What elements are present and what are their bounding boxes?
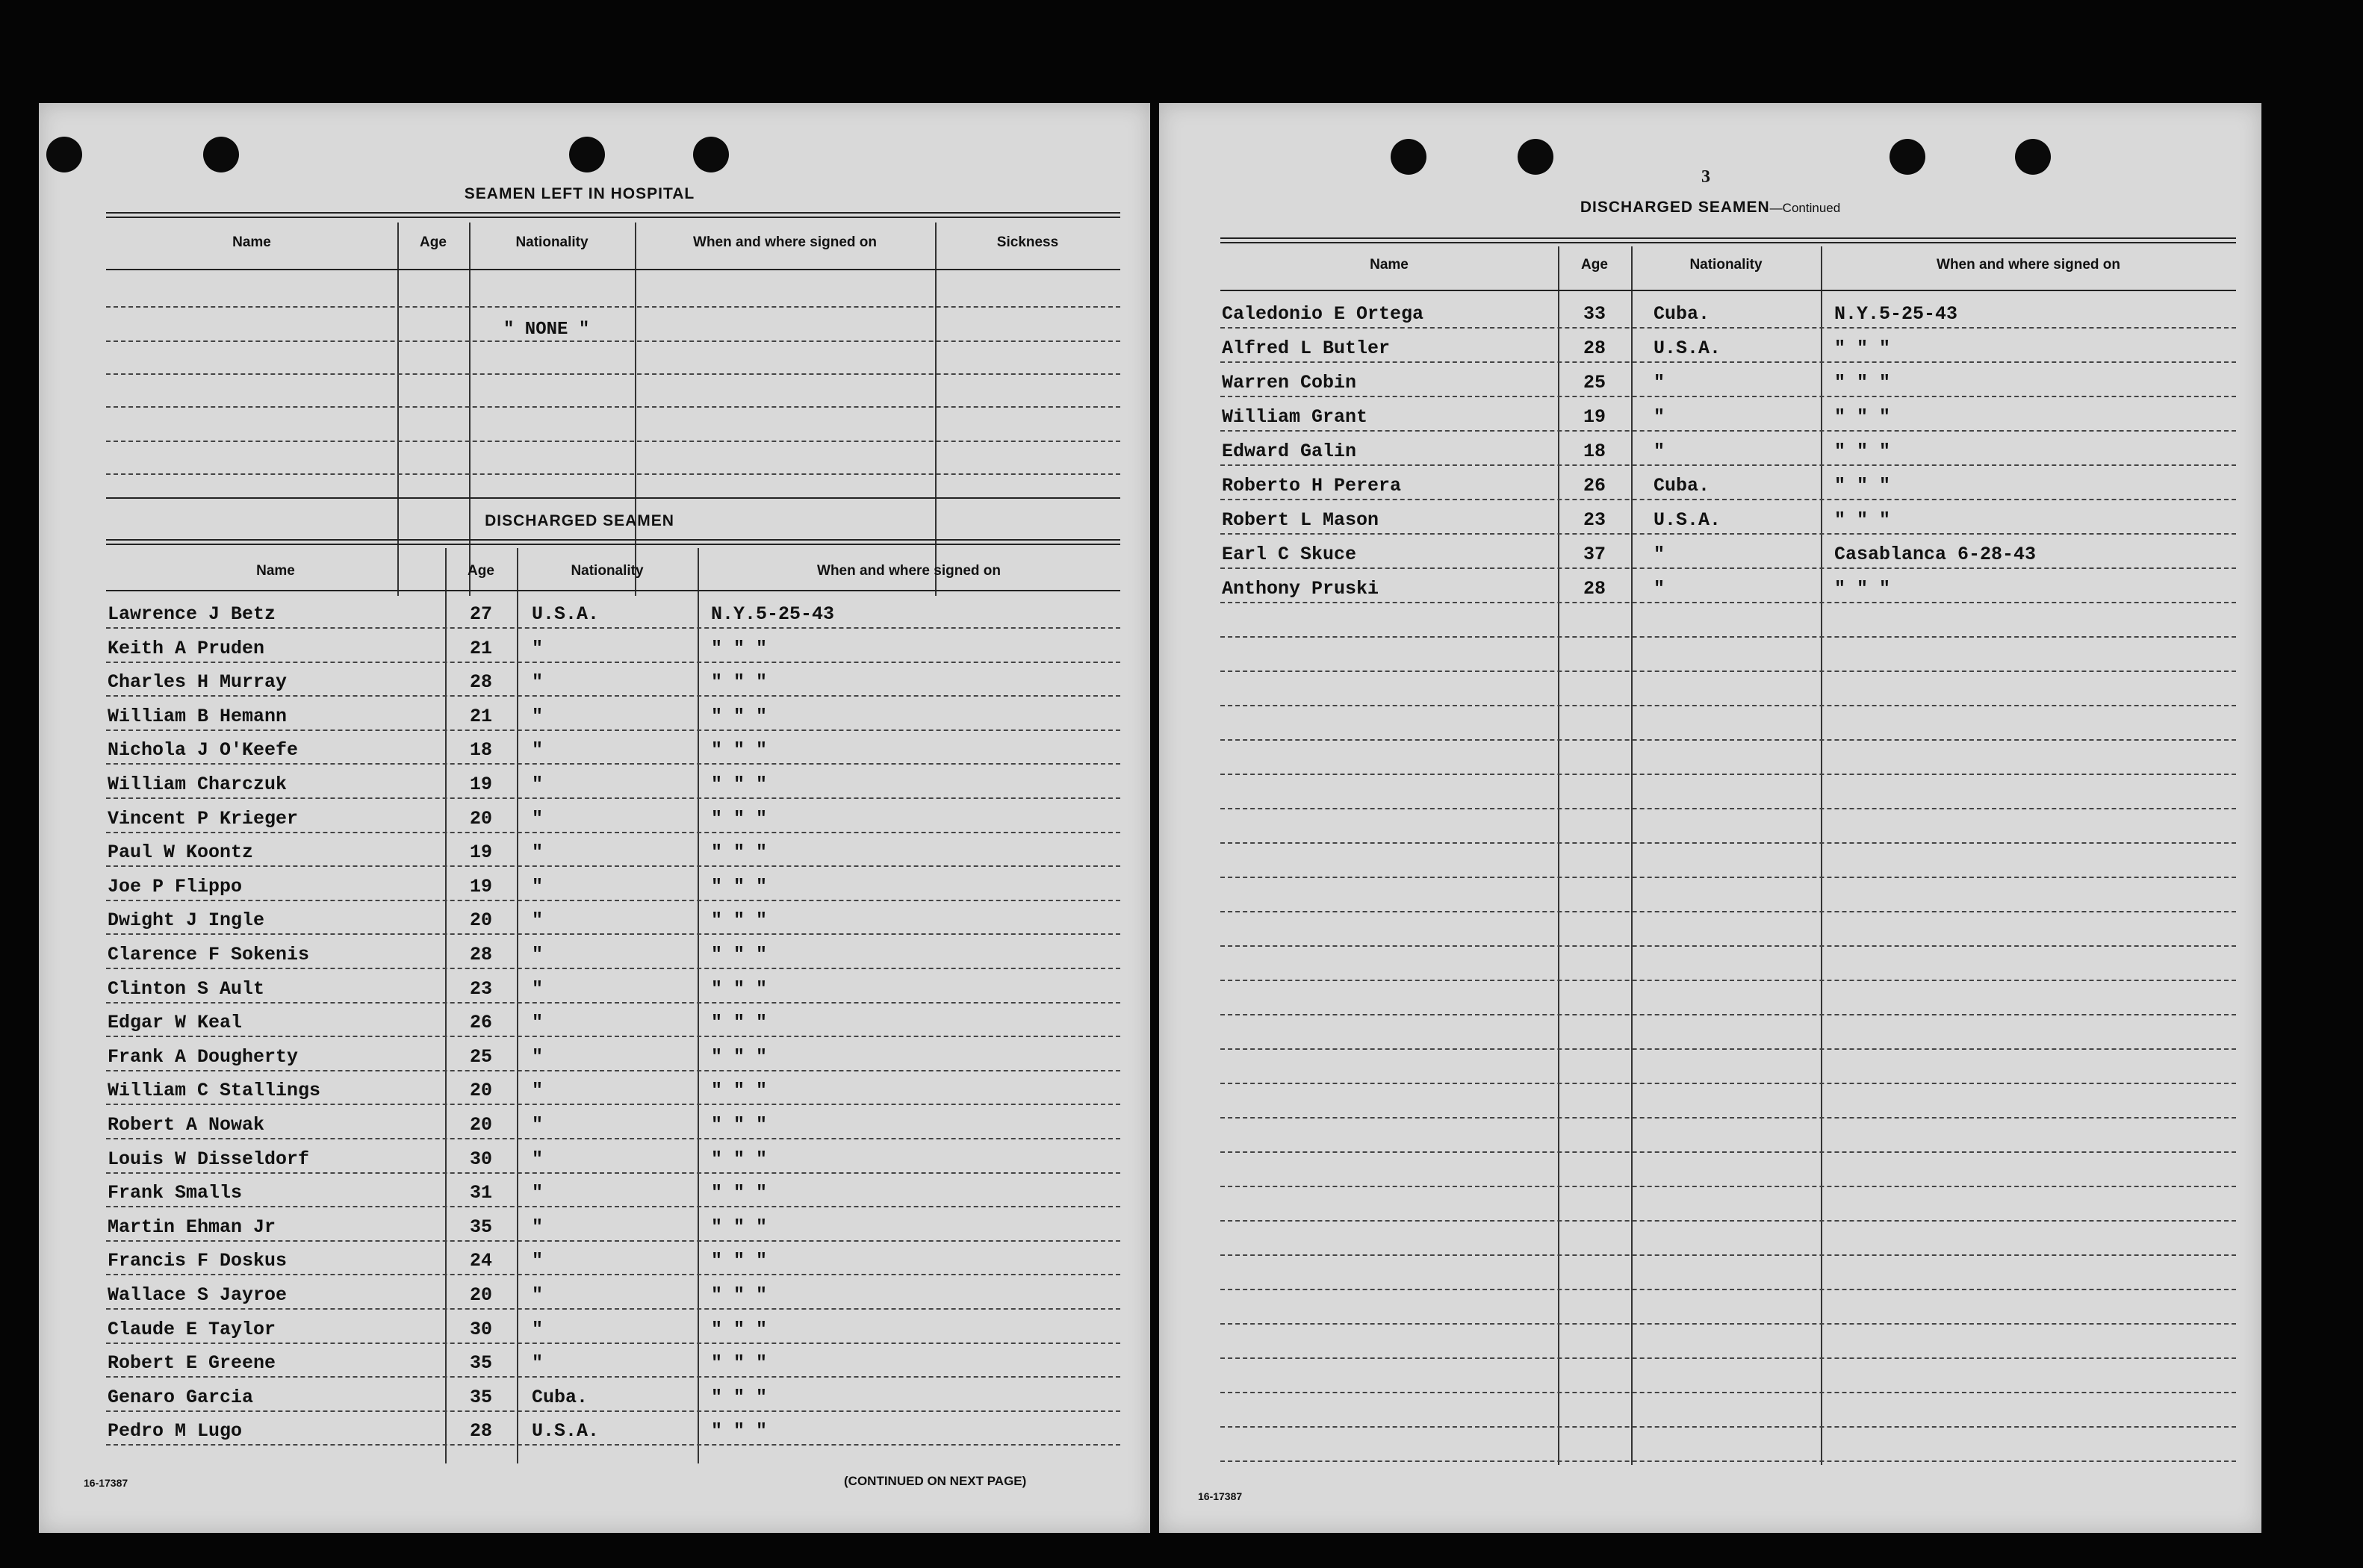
row-name: William Grant (1222, 406, 1368, 428)
row-line (1220, 602, 2236, 603)
row-signed-on: " " " (711, 1386, 768, 1408)
form-number: 16-17387 (84, 1477, 128, 1489)
form-number: 16-17387 (1198, 1490, 1243, 1502)
row-line (106, 968, 1120, 969)
hospital-section-title: SEAMEN LEFT IN HOSPITAL (464, 185, 695, 202)
row-age: 28 (469, 671, 492, 694)
row-nationality: " (532, 1284, 544, 1306)
row-line (1220, 842, 2236, 844)
row-age: 20 (469, 1284, 492, 1306)
discharged-col-divider (698, 548, 699, 1463)
row-line (106, 763, 1120, 765)
row-signed-on: " " " (711, 1045, 768, 1068)
discharged-header-signed: When and where signed on (817, 563, 1001, 579)
row-age: 25 (469, 1045, 492, 1068)
row-age: 25 (1583, 372, 1606, 393)
row-nationality: " (1654, 441, 1665, 462)
row-line (1220, 1392, 2236, 1393)
row-line (1220, 671, 2236, 672)
row-line (106, 1410, 1120, 1412)
row-name: Edward Galin (1222, 441, 1357, 462)
punch-hole (203, 137, 239, 172)
row-age: 28 (1583, 578, 1606, 600)
row-line (1220, 911, 2236, 912)
row-line (1220, 1460, 2236, 1462)
discharged-header-nationality: Nationality (571, 563, 644, 579)
row-line (1220, 1014, 2236, 1015)
row-line (1220, 945, 2236, 947)
row-signed-on: N.Y.5-25-43 (1834, 303, 1958, 325)
row-signed-on: " " " (711, 1148, 768, 1170)
row-name: Roberto H Perera (1222, 475, 1402, 497)
row-age: 28 (1583, 337, 1606, 359)
row-age: 28 (469, 944, 492, 965)
row-line (106, 1308, 1120, 1310)
row-nationality: " (532, 977, 544, 1000)
hospital-header-nationality: Nationality (515, 234, 589, 250)
row-line (1220, 1151, 2236, 1153)
row-name: Keith A Pruden (108, 637, 265, 659)
row-line (106, 1172, 1120, 1174)
row-line (1220, 464, 2236, 466)
page-number: 3 (1701, 167, 1710, 187)
row-age: 31 (469, 1182, 492, 1204)
row-line (106, 695, 1120, 697)
row-signed-on: " " " (711, 944, 768, 965)
row-age: 20 (469, 1114, 492, 1136)
row-age: 33 (1583, 303, 1606, 325)
row-line (106, 832, 1120, 833)
discharged-header-rule (106, 590, 1120, 591)
row-signed-on: N.Y.5-25-43 (711, 603, 835, 625)
row-nationality: Cuba. (1654, 303, 1710, 325)
row-line (1220, 1048, 2236, 1050)
row-age: 30 (469, 1148, 492, 1170)
hospital-header-sickness: Sickness (996, 234, 1059, 250)
row-name: Charles H Murray (108, 671, 288, 694)
row-line (1220, 396, 2236, 397)
row-name: Robert A Nowak (108, 1114, 265, 1136)
row-line (106, 729, 1120, 731)
row-nationality: Cuba. (1654, 475, 1710, 497)
right-header-age: Age (1581, 257, 1608, 273)
row-line (106, 1444, 1120, 1446)
row-signed-on: " " " (711, 739, 768, 762)
row-nationality: Cuba. (532, 1386, 589, 1408)
right-col-divider (1631, 246, 1633, 1465)
row-name: Lawrence J Betz (108, 603, 276, 625)
row-nationality: " (532, 637, 544, 659)
row-age: 21 (469, 637, 492, 659)
punch-hole (569, 137, 605, 172)
row-name: Earl C Skuce (1222, 544, 1357, 565)
row-line (106, 662, 1120, 663)
row-nationality: U.S.A. (532, 603, 600, 625)
hospital-top-rule-2 (106, 217, 1120, 218)
row-line (106, 1240, 1120, 1242)
row-signed-on: " " " (1834, 441, 1891, 462)
row-nationality: " (532, 875, 544, 897)
discharged-header-age: Age (468, 563, 494, 579)
row-line (1220, 1083, 2236, 1084)
row-line (1220, 1357, 2236, 1359)
row-signed-on: " " " (711, 977, 768, 1000)
row-age: 37 (1583, 544, 1606, 565)
continued-title-sub: —Continued (1769, 201, 1841, 215)
hospital-row-line (106, 406, 1120, 408)
row-age: 28 (469, 1420, 492, 1443)
row-line (1220, 499, 2236, 500)
punch-hole (693, 137, 729, 172)
row-line (1220, 1323, 2236, 1325)
row-nationality: U.S.A. (1654, 337, 1721, 359)
row-age: 20 (469, 909, 492, 932)
row-name: William C Stallings (108, 1080, 321, 1102)
row-line (106, 1138, 1120, 1139)
row-signed-on: " " " (711, 1352, 768, 1375)
row-signed-on: " " " (711, 637, 768, 659)
hospital-none-entry: " NONE " (503, 320, 590, 340)
row-name: Clinton S Ault (108, 977, 265, 1000)
row-nationality: " (1654, 406, 1665, 428)
row-line (106, 627, 1120, 629)
right-header-nationality: Nationality (1689, 257, 1763, 273)
hospital-header-rule (106, 269, 1120, 270)
row-age: 35 (469, 1386, 492, 1408)
row-nationality: " (532, 1352, 544, 1375)
row-signed-on: " " " (711, 705, 768, 727)
row-name: Caledonio E Ortega (1222, 303, 1424, 325)
row-line (1220, 1254, 2236, 1256)
row-signed-on: " " " (1834, 372, 1891, 393)
right-col-divider (1821, 246, 1822, 1465)
row-nationality: " (532, 1080, 544, 1102)
row-name: Anthony Pruski (1222, 578, 1379, 600)
row-line (1220, 1220, 2236, 1222)
punch-hole (2015, 139, 2051, 175)
row-age: 19 (469, 841, 492, 864)
row-name: Dwight J Ingle (108, 909, 265, 932)
row-name: Wallace S Jayroe (108, 1284, 288, 1306)
row-age: 23 (1583, 509, 1606, 531)
hospital-row-line (106, 473, 1120, 475)
row-age: 19 (469, 774, 492, 795)
row-name: Joe P Flippo (108, 875, 243, 897)
right-header-name: Name (1370, 257, 1409, 273)
row-name: Clarence F Sokenis (108, 944, 310, 965)
discharged-header-name: Name (256, 563, 295, 579)
punch-hole (46, 137, 82, 172)
row-name: Alfred L Butler (1222, 337, 1391, 359)
row-name: Edgar W Keal (108, 1012, 243, 1034)
row-signed-on: " " " (711, 875, 768, 897)
right-header-signed: When and where signed on (1937, 257, 2120, 273)
row-signed-on: " " " (711, 1080, 768, 1102)
row-signed-on: " " " (711, 909, 768, 932)
row-line (106, 933, 1120, 935)
row-signed-on: " " " (711, 1284, 768, 1306)
row-line (106, 1036, 1120, 1037)
hospital-row-line (106, 306, 1120, 308)
row-signed-on: " " " (711, 1420, 768, 1443)
row-age: 20 (469, 807, 492, 830)
punch-hole (1518, 139, 1553, 175)
row-age: 30 (469, 1318, 492, 1340)
row-nationality: " (1654, 372, 1665, 393)
row-line (1220, 1289, 2236, 1290)
right-top-rule-2 (1220, 242, 2236, 243)
row-age: 19 (469, 875, 492, 897)
row-age: 19 (1583, 406, 1606, 428)
row-age: 35 (469, 1352, 492, 1375)
row-line (1220, 636, 2236, 638)
row-line (1220, 774, 2236, 775)
row-line (1220, 739, 2236, 741)
row-name: Vincent P Krieger (108, 807, 299, 830)
row-nationality: " (532, 1250, 544, 1272)
row-nationality: " (532, 807, 544, 830)
punch-hole (1391, 139, 1426, 175)
row-name: William B Hemann (108, 705, 288, 727)
row-line (1220, 980, 2236, 981)
row-age: 27 (469, 603, 492, 625)
hospital-header-age: Age (420, 234, 447, 250)
row-line (106, 1206, 1120, 1207)
row-nationality: " (532, 944, 544, 965)
row-name: Nichola J O'Keefe (108, 739, 299, 762)
row-age: 18 (1583, 441, 1606, 462)
discharged-rule (106, 539, 1120, 541)
row-line (1220, 533, 2236, 535)
row-line (1220, 1426, 2236, 1428)
row-name: Frank A Dougherty (108, 1045, 299, 1068)
row-signed-on: " " " (1834, 406, 1891, 428)
row-signed-on: " " " (1834, 475, 1891, 497)
continued-title-main: DISCHARGED SEAMEN (1580, 199, 1770, 216)
row-signed-on: " " " (711, 1012, 768, 1034)
row-signed-on: Casablanca 6-28-43 (1834, 544, 2037, 565)
row-line (106, 1104, 1120, 1105)
hospital-header-name: Name (232, 234, 271, 250)
discharged-section-title: DISCHARGED SEAMEN (485, 512, 674, 529)
row-nationality: U.S.A. (532, 1420, 600, 1443)
right-col-divider (1558, 246, 1559, 1465)
row-line (1220, 705, 2236, 706)
right-top-rule (1220, 237, 2236, 239)
row-age: 26 (1583, 475, 1606, 497)
row-nationality: " (532, 1114, 544, 1136)
discharged-rule-2 (106, 544, 1120, 545)
left-page (39, 103, 1150, 1533)
row-signed-on: " " " (711, 1182, 768, 1204)
row-nationality: " (532, 1045, 544, 1068)
row-name: Frank Smalls (108, 1182, 243, 1204)
row-nationality: " (532, 1012, 544, 1034)
row-line (106, 1343, 1120, 1344)
row-age: 26 (469, 1012, 492, 1034)
continued-note: (CONTINUED ON NEXT PAGE) (844, 1474, 1027, 1488)
row-line (1220, 430, 2236, 432)
row-nationality: " (532, 705, 544, 727)
row-name: Martin Ehman Jr (108, 1216, 276, 1238)
row-signed-on: " " " (711, 1216, 768, 1238)
row-nationality: " (532, 1318, 544, 1340)
row-line (106, 1002, 1120, 1004)
row-nationality: U.S.A. (1654, 509, 1721, 531)
row-signed-on: " " " (711, 774, 768, 795)
row-name: Genaro Garcia (108, 1386, 254, 1408)
discharged-col-divider (517, 548, 518, 1463)
row-signed-on: " " " (1834, 509, 1891, 531)
row-line (106, 865, 1120, 867)
continued-section-title (1159, 199, 2261, 217)
row-nationality: " (532, 841, 544, 864)
hospital-row-line (106, 373, 1120, 375)
row-line (1220, 327, 2236, 329)
row-line (106, 797, 1120, 799)
row-name: Paul W Koontz (108, 841, 254, 864)
row-signed-on: " " " (711, 841, 768, 864)
row-line (1220, 1117, 2236, 1119)
row-name: Claude E Taylor (108, 1318, 276, 1340)
row-line (1220, 877, 2236, 878)
row-line (106, 1070, 1120, 1071)
row-line (1220, 361, 2236, 363)
row-nationality: " (532, 739, 544, 762)
hospital-header-signed: When and where signed on (693, 234, 877, 250)
right-page (1159, 103, 2261, 1533)
row-nationality: " (532, 1148, 544, 1170)
discharged-top-rule (106, 497, 1120, 499)
row-line (1220, 1186, 2236, 1187)
row-age: 20 (469, 1080, 492, 1102)
row-line (106, 900, 1120, 901)
row-signed-on: " " " (711, 1114, 768, 1136)
row-nationality: " (532, 909, 544, 932)
row-signed-on: " " " (711, 1318, 768, 1340)
row-nationality: " (532, 671, 544, 694)
row-line (106, 1274, 1120, 1275)
row-age: 23 (469, 977, 492, 1000)
row-signed-on: " " " (711, 671, 768, 694)
row-nationality: " (1654, 544, 1665, 565)
row-line (106, 1376, 1120, 1378)
hospital-row-line (106, 340, 1120, 342)
row-line (1220, 567, 2236, 569)
row-name: Robert E Greene (108, 1352, 276, 1375)
row-name: Warren Cobin (1222, 372, 1357, 393)
row-signed-on: " " " (711, 807, 768, 830)
row-name: Robert L Mason (1222, 509, 1379, 531)
row-name: Francis F Doskus (108, 1250, 288, 1272)
row-name: Louis W Disseldorf (108, 1148, 310, 1170)
row-line (1220, 808, 2236, 809)
right-header-rule (1220, 290, 2236, 291)
row-age: 35 (469, 1216, 492, 1238)
hospital-top-rule (106, 212, 1120, 214)
row-age: 21 (469, 705, 492, 727)
row-signed-on: " " " (1834, 578, 1891, 600)
punch-hole (1890, 139, 1925, 175)
row-signed-on: " " " (1834, 337, 1891, 359)
row-age: 18 (469, 739, 492, 762)
row-nationality: " (1654, 578, 1665, 600)
row-signed-on: " " " (711, 1250, 768, 1272)
row-nationality: " (532, 1182, 544, 1204)
row-name: Pedro M Lugo (108, 1420, 243, 1443)
row-name: William Charczuk (108, 774, 288, 795)
row-age: 24 (469, 1250, 492, 1272)
hospital-row-line (106, 441, 1120, 442)
row-nationality: " (532, 1216, 544, 1238)
row-nationality: " (532, 774, 544, 795)
